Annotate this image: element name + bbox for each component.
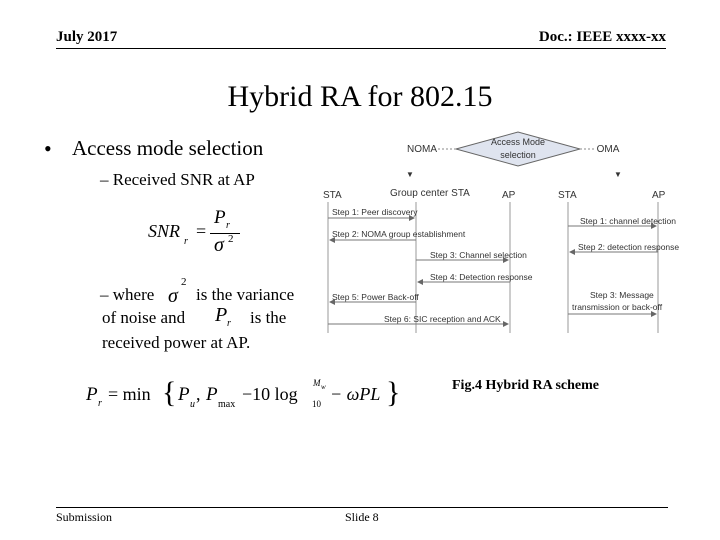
pr-log-sup: M <box>313 378 321 388</box>
pr-pu: P <box>178 384 190 405</box>
pr-open-brace: { <box>162 376 177 409</box>
snr-lhs: SNR <box>148 221 181 241</box>
sub-bullet-received-power: received power at AP. <box>102 333 251 352</box>
pr-comma: , <box>196 384 201 404</box>
sta-left-label: STA <box>323 190 342 201</box>
oma-arrow-icon: ▼ <box>614 170 622 179</box>
noma-label: NOMA <box>407 144 437 155</box>
pr-log-sup-sub: w <box>321 383 326 391</box>
left-step-4: Step 4: Detection response <box>430 272 533 282</box>
pr-lhs-sub: r <box>98 398 102 409</box>
pr-symbol-sub: r <box>227 318 231 329</box>
noma-arrow-icon: ▼ <box>406 170 414 179</box>
snr-equals: = <box>196 221 207 241</box>
bullet-marker: • <box>44 136 52 161</box>
header-rule <box>56 48 666 49</box>
group-center-label: Group center STA <box>390 188 470 199</box>
pr-minus-log: −10 log <box>242 384 298 404</box>
footer-rule <box>56 507 668 508</box>
left-step-2: Step 2: NOMA group establishment <box>332 229 466 239</box>
sub-bullet-snr: – Received SNR at AP <box>100 170 255 189</box>
snr-denominator: σ <box>214 234 224 256</box>
pr-symbol: P <box>215 304 228 326</box>
oma-label: OMA <box>596 144 620 155</box>
slide-title: Hybrid RA for 802.15 <box>227 80 493 113</box>
snr-denominator-sup: 2 <box>228 233 234 245</box>
sub-bullet-noise: of noise and <box>102 308 186 327</box>
pr-tail: − ωPL <box>330 384 381 404</box>
diamond-label-2: selection <box>500 150 536 160</box>
pr-pmax-sub: max <box>218 399 236 410</box>
header-doc-id: Doc.: IEEE xxxx-xx <box>538 29 666 45</box>
sigma-squared-sup: 2 <box>181 276 187 288</box>
pr-log-base: 10 <box>312 399 321 409</box>
sta-right-label: STA <box>558 190 577 201</box>
snr-numerator-sub: r <box>226 220 230 231</box>
sub-bullet-is-the: is the <box>250 308 287 327</box>
right-step-1: Step 1: channel detection <box>580 216 676 226</box>
ap-right-label: AP <box>652 190 666 201</box>
pr-lhs: P <box>86 384 98 405</box>
hybrid-ra-diagram <box>318 128 684 338</box>
left-step-3: Step 3: Channel selection <box>430 250 527 260</box>
right-step-3: Step 3: Message <box>590 290 654 300</box>
bullet-access-mode: Access mode selection <box>72 136 264 160</box>
right-step-3-cont: transmission or back-off <box>572 302 663 312</box>
pr-close-brace: } <box>386 376 401 409</box>
pr-formula <box>86 378 406 418</box>
footer-slide-number: Slide 8 <box>345 510 379 524</box>
pr-eq-min: = min <box>108 384 151 404</box>
sigma-squared: σ <box>168 285 178 307</box>
left-step-1: Step 1: Peer discovery <box>332 207 418 217</box>
footer-submission: Submission <box>56 510 113 524</box>
diamond-label-1: Access Mode <box>490 137 546 147</box>
snr-lhs-sub: r <box>184 236 188 247</box>
snr-formula <box>148 208 248 258</box>
left-step-5: Step 5: Power Back-off <box>332 292 419 302</box>
left-step-6: Step 6: SIC reception and ACK <box>384 314 501 324</box>
snr-numerator: P <box>214 207 226 228</box>
pr-pmax: P <box>206 384 218 405</box>
ap-left-label: AP <box>502 190 516 201</box>
sub-bullet-where: – where <box>100 285 155 304</box>
sub-bullet-variance: is the variance <box>196 285 295 304</box>
figure-caption: Fig.4 Hybrid RA scheme <box>452 378 599 393</box>
right-step-2: Step 2: detection response <box>578 242 680 252</box>
header-date: July 2017 <box>56 29 118 45</box>
pr-pu-sub: u <box>190 399 195 410</box>
